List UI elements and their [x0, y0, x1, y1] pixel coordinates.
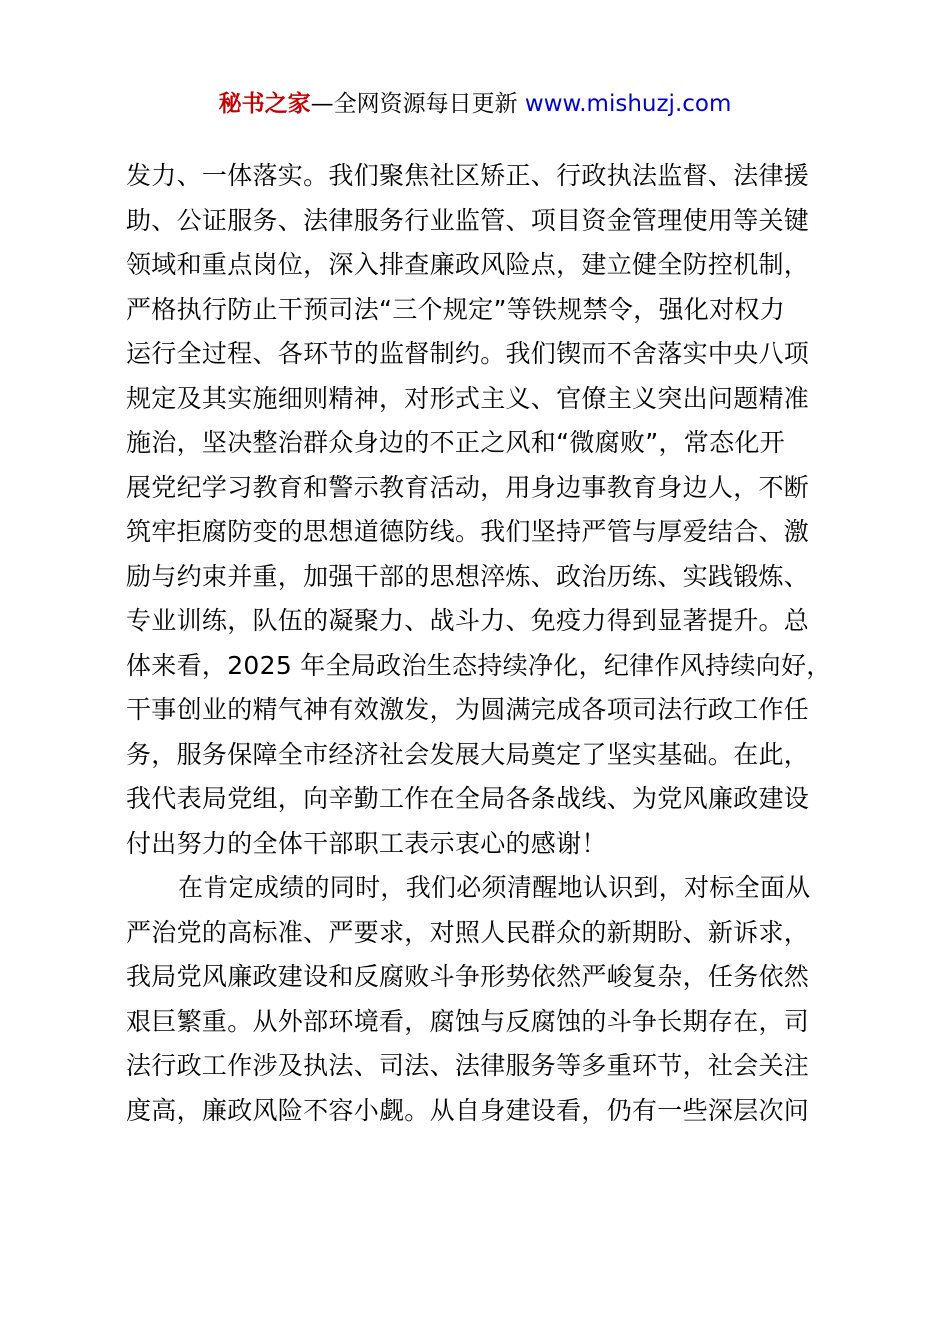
- brand-name: 秘书之家: [218, 91, 311, 117]
- text-line: 干事创业的精气神有效激发，为圆满完成各项司法行政工作任: [126, 695, 810, 724]
- text-line: 法行政工作涉及执法、司法、法律服务等多重环节，社会关注: [126, 1051, 810, 1080]
- text-line: 严格执行防止干预司法“三个规定”等铁规禁令，强化对权力: [126, 294, 786, 324]
- text-line: 施治，坚决整治群众身边的不正之风和“微腐败”，常态化开: [126, 428, 786, 457]
- text-line: 付出努力的全体干部职工表示衷心的感谢！: [126, 828, 607, 858]
- text-line: 我代表局党组，向辛勤工作在全局各条战线、为党风廉政建设: [126, 784, 810, 813]
- text-line: 展党纪学习教育和警示教育活动，用身边事教育身边人，不断: [126, 472, 810, 502]
- text-line: 严治党的高标准、严要求，对照人民群众的新期盼、新诉求，: [126, 917, 810, 947]
- text-line: 度高，廉政风险不容小觑。从自身建设看，仍有一些深层次问: [126, 1095, 810, 1125]
- text-line-indented: 在肯定成绩的同时，我们必须清醒地认识到，对标全面从: [178, 873, 811, 902]
- site-url-link[interactable]: www.mishuzj.com: [524, 91, 732, 117]
- text-line: 专业训练，队伍的凝聚力、战斗力、免疫力得到显著提升。总: [126, 606, 810, 635]
- header-tagline: —全网资源每日更新: [310, 91, 525, 117]
- text-line: 务，服务保障全市经济社会发展大局奠定了坚实基础。在此，: [126, 739, 810, 769]
- text-line: 发力、一体落实。我们聚焦社区矫正、行政执法监督、法律援: [126, 161, 810, 190]
- document-body: [126, 154, 836, 1133]
- text-line: 规定及其实施细则精神，对形式主义、官僚主义突出问题精准: [126, 383, 810, 413]
- text-line: 运行全过程、各环节的监督制约。我们锲而不舍落实中央八项: [126, 339, 810, 368]
- text-line: 励与约束并重，加强干部的思想淬炼、政治历练、实践锻炼、: [126, 561, 810, 591]
- text-line: 领域和重点岗位，深入排查廉政风险点，建立健全防控机制，: [126, 250, 810, 279]
- text-line: 艰巨繁重。从外部环境看，腐蚀与反腐蚀的斗争长期存在，司: [126, 1006, 810, 1036]
- paragraph-1: [126, 154, 836, 866]
- text-line: 体来看，2025 年全局政治生态持续净化，纪律作风持续向好，: [126, 650, 832, 680]
- page-header: [0, 86, 950, 122]
- paragraph-2: [126, 866, 836, 1133]
- text-line: 我局党风廉政建设和反腐败斗争形势依然严峻复杂，任务依然: [126, 962, 810, 991]
- text-line: 筑牢拒腐防变的思想道德防线。我们坚持严管与厚爱结合、激: [126, 517, 810, 546]
- text-line: 助、公证服务、法律服务行业监管、项目资金管理使用等关键: [126, 205, 810, 235]
